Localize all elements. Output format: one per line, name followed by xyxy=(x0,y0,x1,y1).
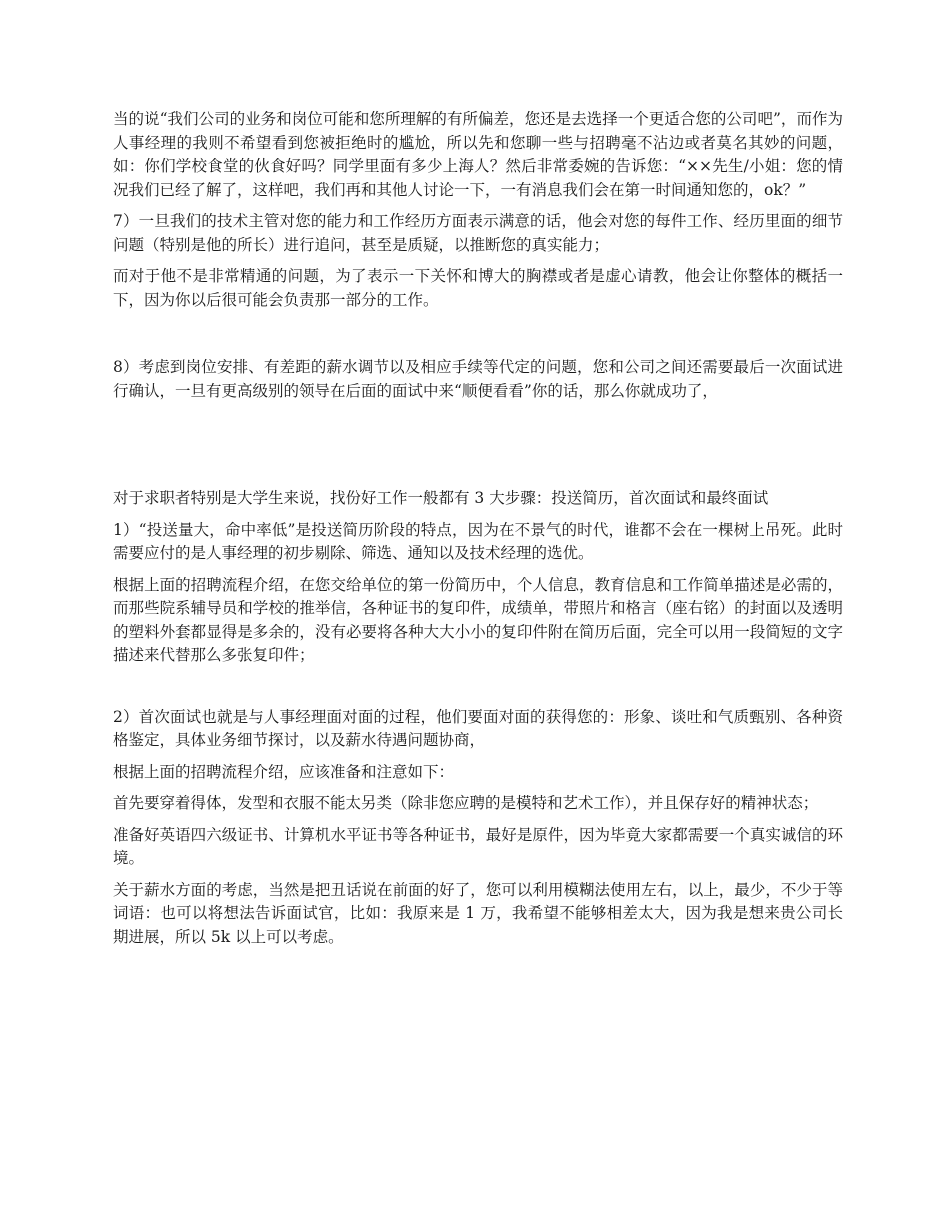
paragraph: 1）“投送量大，命中率低”是投送简历阶段的特点，因为在不景气的时代，谁都不会在一棵树上吊死。此时需要应付的是人事经理的初步剔除、筛选、通知以及技术经理的选优。 xyxy=(113,520,843,562)
paragraph: 8）考虑到岗位安排、有差距的薪水调节以及相应手续等代定的问题，您和公司之间还需要最后一次面试进行确认，一旦有更高级别的领导在后面的面试中来“顺便看看”你的话，那么你就成功了， xyxy=(113,358,843,400)
document-body xyxy=(113,108,843,957)
paragraph: 当的说“我们公司的业务和岗位可能和您所理解的有所偏差，您还是去选择一个更适合您的公司吧”，而作为人事经理的我则不希望看到您被拒绝时的尴尬，所以先和您聊一些与招聘毫不沾边或者莫名其妙的问题，如：你们学校食堂的伙食好吗？同学里面有多少上海人？然后非常委婉的告诉您：“××先生/小姐：您的情况我们已经了解了，这样吧，我们再和其他人讨论一下，一有消息我们会在第一时间通知您的，ok？” xyxy=(113,110,843,199)
spacer xyxy=(113,320,843,356)
paragraph: 首先要穿着得体，发型和衣服不能太另类（除非您应聘的是模特和艺术工作），并且保存好的精神状态； xyxy=(113,794,819,812)
paragraph: 对于求职者特别是大学生来说，找份好工作一般都有 3 大步骤：投送简历，首次面试和最终面试 xyxy=(113,489,769,507)
paragraph: 而对于他不是非常精通的问题，为了表示一下关怀和博大的胸襟或者是虚心请教，他会让你整体的概括一下，因为你以后很可能会负责那一部分的工作。 xyxy=(113,267,843,309)
paragraph: 根据上面的招聘流程介绍，在您交给单位的第一份简历中，个人信息，教育信息和工作简单描述是必需的，而那些院系辅导员和学校的推举信，各种证书的复印件，成绩单，带照片和格言（座右铭）的封面以及透明的塑料外套都显得是多余的，没有必要将各种大大小小的复印件附在简历后面，完全可以用一段简短的文字描述来代替那么多张复印件； xyxy=(113,575,843,664)
paragraph: 关于薪水方面的考虑，当然是把丑话说在前面的好了，您可以利用模糊法使用左右，以上，最少，不少于等词语：也可以将想法告诉面试官，比如：我原来是 1 万，我希望不能够相差太大，因为我是想来贵公司长期进展，所以 5k 以上可以考虑。 xyxy=(113,880,843,946)
paragraph: 2）首次面试也就是与人事经理面对面的过程，他们要面对面的获得您的：形象、谈吐和气质甄别、各种资格鉴定，具体业务细节探讨，以及薪水待遇问题协商， xyxy=(113,707,843,749)
spacer xyxy=(113,411,843,487)
paragraph: 根据上面的招聘流程介绍，应该准备和注意如下： xyxy=(113,762,455,781)
spacer xyxy=(113,676,843,706)
paragraph: 7）一旦我们的技术主管对您的能力和工作经历方面表示满意的话，他会对您的每件工作、经历里面的细节问题（特别是他的所长）进行追问，甚至是质疑，以推断您的真实能力； xyxy=(113,212,843,254)
paragraph: 准备好英语四六级证书、计算机水平证书等各种证书，最好是原件，因为毕竟大家都需要一个真实诚信的环境。 xyxy=(113,825,843,867)
